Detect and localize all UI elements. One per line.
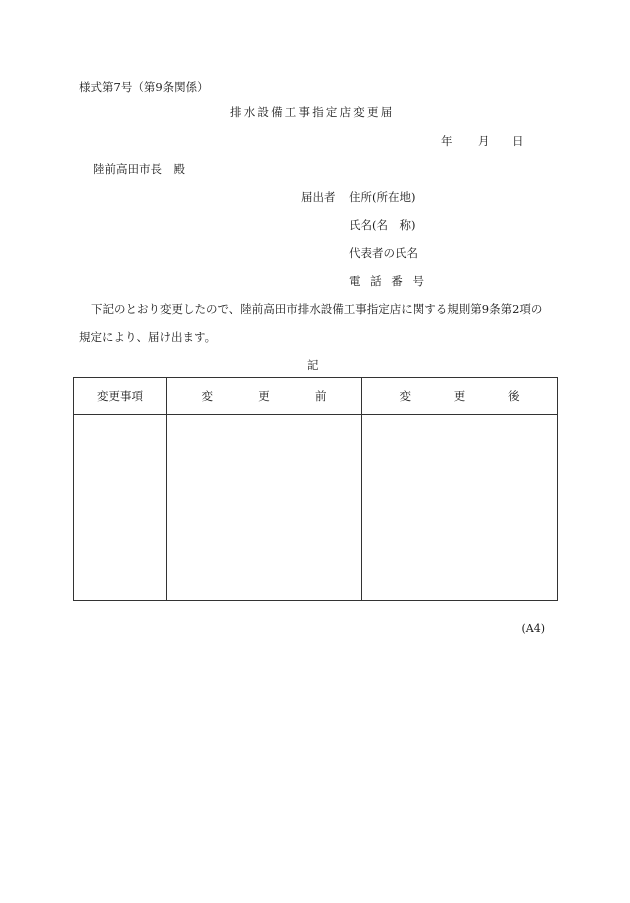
header-after-char: 更: [453, 389, 466, 403]
header-before-char: 更: [258, 389, 270, 403]
applicant-label: 届出者: [301, 190, 336, 204]
addressee: 陸前高田市長 殿: [93, 162, 185, 176]
header-after-char: 変: [399, 389, 411, 403]
change-item-cell[interactable]: [74, 415, 167, 601]
header-after-char: 後: [508, 389, 520, 403]
header-before-change: [167, 378, 362, 415]
header-before-char: 前: [315, 389, 327, 403]
header-before-char: 変: [201, 389, 213, 403]
table-header-row: [74, 378, 558, 415]
after-change-cell[interactable]: [362, 415, 558, 601]
address-field-label: 住所(所在地): [349, 190, 416, 204]
ki-heading: 記: [307, 358, 319, 372]
paper-size-label: (A4): [521, 622, 545, 635]
body-text-line-1: 下記のとおり変更したので、陸前高田市排水設備工事指定店に関する規則第9条第2項の: [91, 302, 543, 316]
header-after-change: [362, 378, 558, 415]
form-number: 様式第7号（第9条関係）: [79, 80, 209, 94]
body-text-line-2: 規定により、届け出ます。: [79, 330, 217, 344]
date-day-label: 日: [512, 134, 524, 148]
table-body-row: [74, 415, 558, 601]
date-month-label: 月: [478, 134, 490, 148]
representative-field-label: 代表者の氏名: [349, 246, 418, 260]
before-change-cell[interactable]: [167, 415, 362, 601]
document-title: 排水設備工事指定店変更届: [230, 105, 395, 119]
change-table: [73, 377, 558, 601]
phone-field-label: 電 話 番 号: [349, 274, 424, 288]
date-year-label: 年: [441, 134, 453, 148]
name-field-label: 氏名(名 称): [349, 218, 416, 232]
header-change-item: 変更事項: [74, 378, 167, 415]
